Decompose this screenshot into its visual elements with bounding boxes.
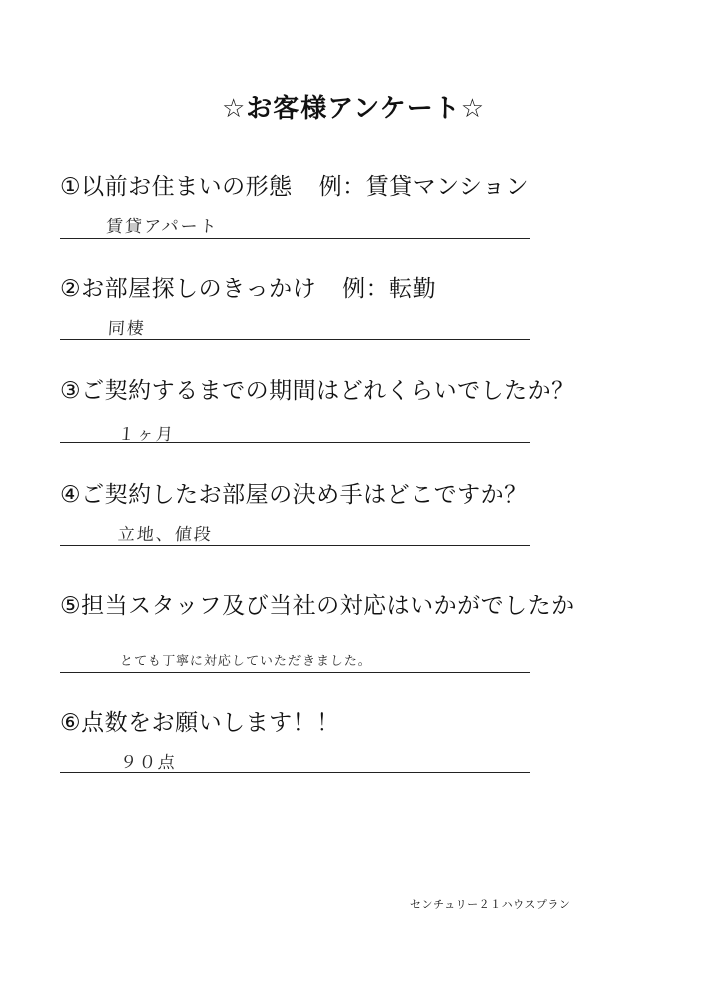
question-2-example: 例：転勤 [342, 276, 437, 302]
answer-1: 賃貸アパート [105, 217, 220, 237]
question-2 [60, 270, 436, 303]
answer-line-1 [60, 238, 530, 239]
question-4-label: ④ご契約したお部屋の決め手はどこですか？ [60, 482, 528, 508]
answer-line-5 [60, 672, 530, 673]
question-1-label: ①以前お住まいの形態 [60, 174, 293, 200]
question-6-label: ⑥点数をお願いします！！ [60, 710, 340, 736]
answer-6: ９０点 [119, 753, 178, 773]
survey-title: ☆お客様アンケート☆ [221, 94, 486, 124]
answer-line-3 [60, 442, 530, 443]
question-3-label: ③ご契約するまでの期間はどれくらいでしたか？ [60, 378, 575, 404]
answer-2: 同棲 [107, 319, 147, 339]
question-1 [60, 168, 529, 201]
question-6 [60, 704, 340, 737]
question-5-label: ⑤担当スタッフ及び当社の対応はいかがでしたか [60, 593, 575, 619]
answer-4: 立地、値段 [117, 525, 214, 545]
question-1-example: 例：賃貸マンション [318, 174, 530, 200]
company-name: センチュリー２１ハウスプラン [410, 898, 571, 911]
answer-line-2 [60, 339, 530, 340]
answer-line-6 [60, 772, 530, 773]
question-5 [60, 587, 575, 620]
answer-5: とても丁寧に対応していただきました。 [119, 654, 373, 669]
question-3 [60, 372, 575, 405]
question-4 [60, 476, 528, 509]
answer-3: １ヶ月 [117, 425, 176, 445]
question-2-label: ②お部屋探しのきっかけ [60, 276, 317, 302]
answer-line-4 [60, 545, 530, 546]
